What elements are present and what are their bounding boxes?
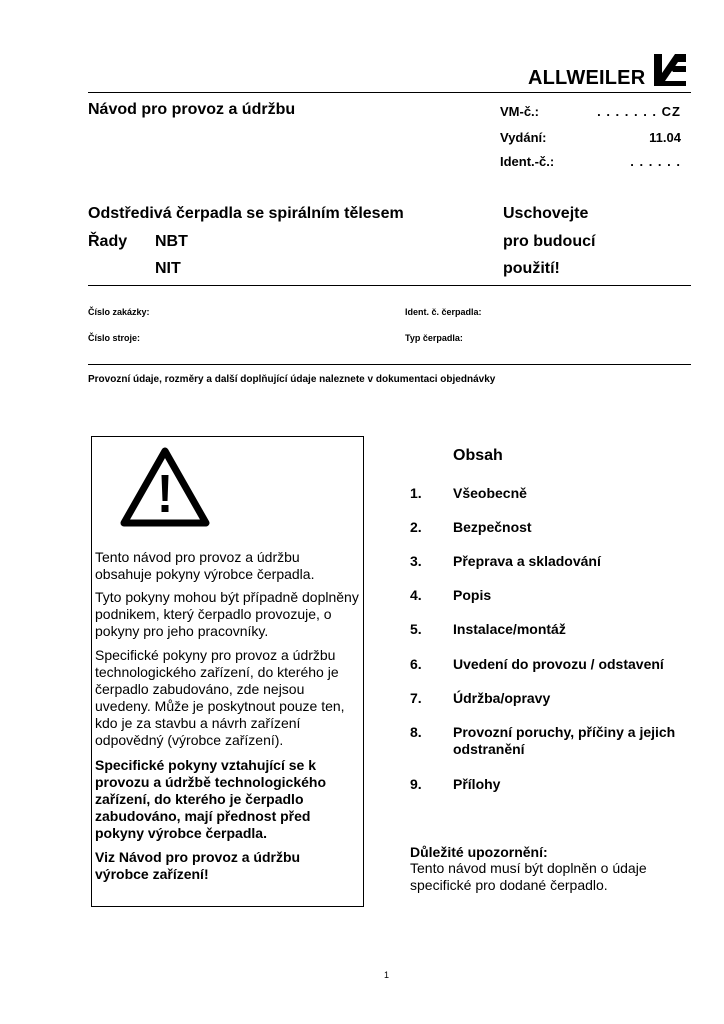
pump-ident-label: Ident. č. čerpadla:: [405, 307, 482, 317]
product-rule: [88, 285, 691, 286]
series-nit: NIT: [155, 260, 181, 277]
important-note-text: Tento návod musí být doplněn o údaje specifické pro dodané čerpadlo.: [410, 860, 647, 893]
warning-box: [91, 436, 364, 907]
ident-value: . . . . . .: [630, 154, 681, 169]
toc-item-general[interactable]: Všeobecně: [453, 485, 527, 501]
warning-paragraph-5: Viz Návod pro provoz a údržbu výrobce zařízení!: [95, 849, 301, 882]
toc-item-safety[interactable]: Bezpečnost: [453, 519, 532, 535]
allweiler-logo-icon: [651, 51, 689, 89]
toc-item-number: 8.: [410, 724, 422, 740]
brand-logo-text: ALLWEILER: [528, 67, 646, 89]
toc-title: Obsah: [453, 447, 503, 464]
toc-item-transport[interactable]: Přeprava a skladování: [453, 553, 601, 569]
keep-note-line3: použití!: [503, 260, 560, 277]
warning-triangle-icon: [120, 447, 210, 527]
series-label: Řady: [88, 233, 128, 250]
toc-item-number: 4.: [410, 587, 422, 603]
vm-label: VM-č.:: [500, 104, 539, 119]
toc-item-number: 5.: [410, 621, 422, 637]
page-number: 1: [384, 970, 390, 980]
edition-label: Vydání:: [500, 130, 547, 145]
toc-item-number: 7.: [410, 690, 422, 706]
fields-rule: [88, 364, 691, 365]
keep-note-line1: Uschovejte: [503, 205, 589, 222]
toc-item-number: 2.: [410, 519, 422, 535]
series-nbt: NBT: [155, 233, 188, 250]
document-title: Návod pro provoz a údržbu: [88, 101, 296, 118]
warning-paragraph-4: Specifické pokyny vztahující se k provozu a údržbě technologického zařízení, do kterého je čerpadlo zabudováno, mají přednost před pokyny výrobce čerpadla.: [95, 757, 327, 841]
keep-note-line2: pro budoucí: [503, 233, 596, 250]
warning-paragraph-1: Tento návod pro provoz a údržbu obsahuje pokyny výrobce čerpadla.: [95, 549, 315, 582]
vm-value: . . . . . . . CZ: [597, 104, 681, 119]
toc-item-number: 3.: [410, 553, 422, 569]
toc-item-installation[interactable]: Instalace/montáž: [453, 621, 566, 637]
toc-item-number: 9.: [410, 776, 422, 792]
order-number-label: Číslo zakázky:: [88, 307, 150, 317]
warning-paragraph-2: Tyto pokyny mohou být případně doplněny podnikem, který čerpadlo provozuje, o pokyny pro jeho pracovníky.: [95, 589, 359, 639]
toc-item-description[interactable]: Popis: [453, 587, 492, 603]
important-note-title: Důležité upozornění:: [410, 844, 548, 860]
product-title: Odstředivá čerpadla se spirálním tělesem: [88, 205, 404, 222]
toc-item-faults[interactable]: Provozní poruchy, příčiny a jejich odstranění: [453, 724, 676, 757]
toc-item-number: 6.: [410, 656, 422, 672]
ident-label: Ident.-č.:: [500, 154, 555, 169]
warning-paragraph-3: Specifické pokyny pro provoz a údržbu technologického zařízení, do kterého je čerpadlo zabudováno, zde nejsou uvedeny. Může je poskytnout pouze ten, kdo je za stavbu a návrh zařízení odpovědný (výrobce zařízení).: [95, 647, 345, 748]
toc-item-maintenance[interactable]: Údržba/opravy: [453, 690, 551, 706]
edition-value: 11.04: [649, 130, 681, 145]
toc-item-number: 1.: [410, 485, 422, 501]
header-rule: [88, 92, 691, 93]
operating-data-note: Provozní údaje, rozměry a další doplňující údaje naleznete v dokumentaci objednávky: [88, 374, 496, 385]
toc-item-commissioning[interactable]: Uvedení do provozu / odstavení: [453, 656, 664, 672]
toc-item-appendices[interactable]: Přílohy: [453, 776, 501, 792]
pump-type-label: Typ čerpadla:: [405, 333, 463, 343]
machine-number-label: Číslo stroje:: [88, 333, 141, 343]
